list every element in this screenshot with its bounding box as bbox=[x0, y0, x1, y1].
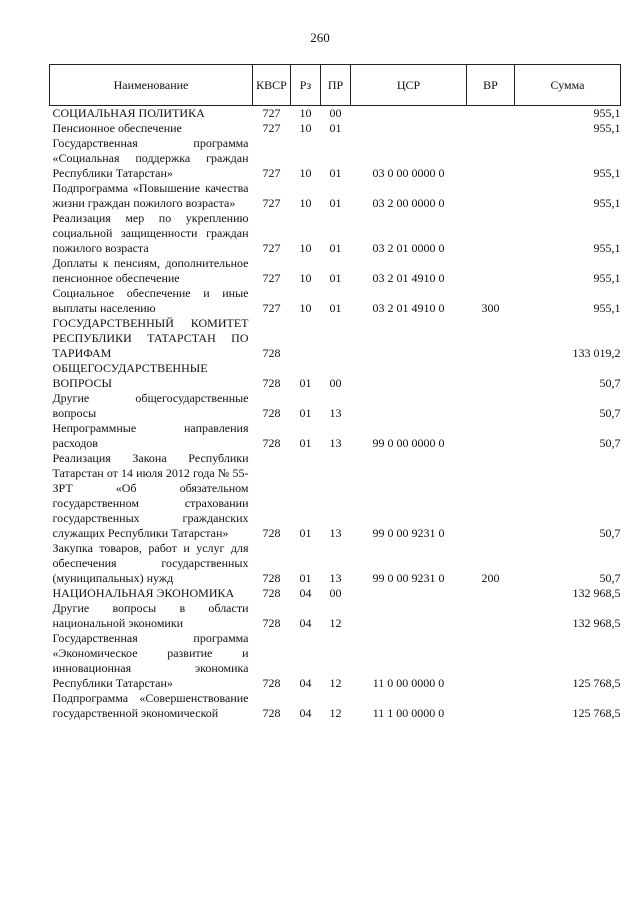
cell-name: Доплаты к пенсиям, дополнительное пенсионное обеспечение bbox=[52, 256, 249, 285]
cell-rz bbox=[291, 316, 321, 361]
cell-rz: 10 bbox=[299, 196, 312, 210]
cell-vr bbox=[467, 181, 515, 211]
table-row bbox=[50, 106, 621, 122]
header-sum: Сумма bbox=[515, 65, 621, 106]
cell-pr: 01 bbox=[329, 301, 342, 315]
cell-csr bbox=[351, 601, 467, 631]
cell-sum: 50,7 bbox=[599, 571, 621, 585]
cell-vr bbox=[467, 631, 515, 691]
cell-pr: 12 bbox=[329, 706, 342, 720]
cell-sum: 955,1 bbox=[593, 166, 621, 180]
cell-pr bbox=[321, 316, 351, 361]
cell-name: ГОСУДАРСТВЕННЫЙ КОМИТЕТ РЕСПУБЛИКИ ТАТАРСТАН ПО ТАРИФАМ bbox=[52, 316, 249, 360]
cell-kvsr: 727 bbox=[262, 271, 281, 285]
cell-pr: 01 bbox=[329, 166, 342, 180]
cell-vr bbox=[467, 136, 515, 181]
cell-kvsr: 728 bbox=[262, 346, 281, 360]
cell-pr: 12 bbox=[329, 676, 342, 690]
cell-vr bbox=[467, 106, 515, 122]
cell-csr bbox=[351, 316, 467, 361]
cell-pr: 13 bbox=[329, 436, 342, 450]
cell-name: ОБЩЕГОСУДАРСТВЕННЫЕ ВОПРОСЫ bbox=[52, 361, 208, 390]
cell-pr: 12 bbox=[329, 616, 342, 630]
cell-vr: 200 bbox=[481, 571, 500, 585]
cell-csr: 11 1 00 0000 0 bbox=[372, 706, 445, 720]
cell-sum: 125 768,5 bbox=[572, 706, 621, 720]
cell-kvsr: 727 bbox=[262, 121, 281, 135]
cell-kvsr: 727 bbox=[262, 166, 281, 180]
cell-sum: 132 968,5 bbox=[572, 586, 621, 600]
cell-sum: 955,1 bbox=[593, 301, 621, 315]
cell-sum: 50,7 bbox=[599, 526, 621, 540]
table-row bbox=[50, 586, 621, 601]
table-row bbox=[50, 451, 621, 541]
cell-sum: 955,1 bbox=[593, 196, 621, 210]
budget-table bbox=[49, 64, 621, 721]
cell-kvsr: 728 bbox=[262, 376, 281, 390]
cell-rz: 04 bbox=[299, 616, 312, 630]
cell-name: Государственная программа «Экономическое развитие и инновационная экономика Республики Татарстан» bbox=[52, 631, 249, 690]
table-row bbox=[50, 421, 621, 451]
cell-pr: 13 bbox=[329, 406, 342, 420]
page-number: 260 bbox=[310, 30, 330, 45]
cell-vr bbox=[467, 586, 515, 601]
cell-name: Реализация Закона Республики Татарстан от 14 июля 2012 года № 55-ЗРТ «Об обязательном государственном страховании государственных гражданских служащих Республики Татарстан» bbox=[52, 451, 249, 540]
cell-sum: 50,7 bbox=[599, 406, 621, 420]
cell-kvsr: 728 bbox=[262, 436, 281, 450]
cell-name: Другие общегосударственные вопросы bbox=[52, 391, 249, 420]
cell-vr bbox=[467, 391, 515, 421]
cell-vr bbox=[467, 121, 515, 136]
cell-kvsr: 727 bbox=[262, 106, 281, 120]
cell-sum: 133 019,2 bbox=[572, 346, 621, 360]
cell-csr: 11 0 00 0000 0 bbox=[372, 676, 445, 690]
table-row bbox=[50, 286, 621, 316]
header-name: Наименование bbox=[50, 65, 253, 106]
cell-sum: 50,7 bbox=[599, 436, 621, 450]
cell-name: Другие вопросы в области национальной экономики bbox=[52, 601, 249, 630]
cell-rz: 04 bbox=[299, 586, 312, 600]
table-row bbox=[50, 136, 621, 181]
cell-kvsr: 728 bbox=[262, 571, 281, 585]
cell-kvsr: 727 bbox=[262, 241, 281, 255]
cell-sum: 50,7 bbox=[599, 376, 621, 390]
table-row bbox=[50, 601, 621, 631]
cell-kvsr: 727 bbox=[262, 301, 281, 315]
header-pr: ПР bbox=[321, 65, 351, 106]
cell-vr bbox=[467, 361, 515, 391]
table-row bbox=[50, 316, 621, 361]
cell-kvsr: 728 bbox=[262, 526, 281, 540]
cell-csr bbox=[351, 391, 467, 421]
cell-kvsr: 728 bbox=[262, 676, 281, 690]
cell-kvsr: 727 bbox=[262, 196, 281, 210]
table-row bbox=[50, 631, 621, 691]
cell-name: СОЦИАЛЬНАЯ ПОЛИТИКА bbox=[52, 106, 205, 120]
header-rz: Рз bbox=[291, 65, 321, 106]
cell-vr bbox=[467, 211, 515, 256]
cell-sum: 125 768,5 bbox=[572, 676, 621, 690]
cell-kvsr: 728 bbox=[262, 706, 281, 720]
cell-csr bbox=[351, 121, 467, 136]
cell-vr bbox=[467, 451, 515, 541]
cell-rz: 10 bbox=[299, 121, 312, 135]
cell-kvsr: 728 bbox=[262, 616, 281, 630]
cell-pr: 01 bbox=[329, 196, 342, 210]
cell-sum: 955,1 bbox=[593, 241, 621, 255]
cell-csr: 99 0 00 9231 0 bbox=[372, 571, 445, 585]
table-row bbox=[50, 256, 621, 286]
header-kvsr: КВСР bbox=[253, 65, 291, 106]
cell-csr: 03 2 01 4910 0 bbox=[372, 301, 445, 315]
header-csr: ЦСР bbox=[351, 65, 467, 106]
cell-csr: 03 2 01 0000 0 bbox=[372, 241, 445, 255]
cell-rz: 01 bbox=[299, 406, 312, 420]
cell-name: Подпрограмма «Совершенствование государственной экономической bbox=[52, 691, 249, 720]
cell-csr: 03 0 00 0000 0 bbox=[372, 166, 445, 180]
cell-vr bbox=[467, 256, 515, 286]
table-header bbox=[50, 65, 621, 106]
cell-name: Социальное обеспечение и иные выплаты населению bbox=[52, 286, 249, 315]
cell-vr bbox=[467, 316, 515, 361]
cell-csr: 03 2 00 0000 0 bbox=[372, 196, 445, 210]
table-body bbox=[50, 106, 621, 722]
cell-vr bbox=[467, 691, 515, 721]
cell-csr: 03 2 01 4910 0 bbox=[372, 271, 445, 285]
cell-name: Закупка товаров, работ и услуг для обеспечения государственных (муниципальных) нужд bbox=[52, 541, 249, 585]
cell-sum: 955,1 bbox=[593, 271, 621, 285]
cell-name: Подпрограмма «Повышение качества жизни граждан пожилого возраста» bbox=[52, 181, 249, 210]
cell-sum: 955,1 bbox=[593, 106, 621, 120]
cell-pr: 13 bbox=[329, 571, 342, 585]
cell-rz: 10 bbox=[299, 271, 312, 285]
cell-pr: 00 bbox=[329, 586, 342, 600]
cell-pr: 01 bbox=[329, 271, 342, 285]
cell-name: Государственная программа «Социальная поддержка граждан Республики Татарстан» bbox=[52, 136, 249, 180]
cell-csr: 99 0 00 0000 0 bbox=[372, 436, 445, 450]
table-row bbox=[50, 541, 621, 586]
table-row bbox=[50, 361, 621, 391]
cell-pr: 01 bbox=[329, 241, 342, 255]
table-row bbox=[50, 391, 621, 421]
cell-pr: 00 bbox=[329, 376, 342, 390]
cell-rz: 01 bbox=[299, 376, 312, 390]
cell-pr: 01 bbox=[329, 121, 342, 135]
cell-vr bbox=[467, 421, 515, 451]
table-row bbox=[50, 121, 621, 136]
cell-rz: 10 bbox=[299, 301, 312, 315]
cell-rz: 04 bbox=[299, 706, 312, 720]
cell-pr: 13 bbox=[329, 526, 342, 540]
cell-name: Реализация мер по укреплению социальной защищенности граждан пожилого возраста bbox=[52, 211, 249, 255]
table-row bbox=[50, 181, 621, 211]
cell-csr: 99 0 00 9231 0 bbox=[372, 526, 445, 540]
cell-rz: 10 bbox=[299, 166, 312, 180]
cell-rz: 01 bbox=[299, 436, 312, 450]
cell-rz: 04 bbox=[299, 676, 312, 690]
cell-csr bbox=[351, 586, 467, 601]
cell-name: НАЦИОНАЛЬНАЯ ЭКОНОМИКА bbox=[52, 586, 235, 600]
cell-rz: 10 bbox=[299, 106, 312, 120]
cell-csr bbox=[351, 361, 467, 391]
cell-kvsr: 728 bbox=[262, 406, 281, 420]
cell-name: Пенсионное обеспечение bbox=[52, 121, 182, 135]
cell-vr bbox=[467, 601, 515, 631]
cell-rz: 01 bbox=[299, 571, 312, 585]
cell-sum: 132 968,5 bbox=[572, 616, 621, 630]
cell-pr: 00 bbox=[329, 106, 342, 120]
header-vr: ВР bbox=[467, 65, 515, 106]
cell-csr bbox=[351, 106, 467, 122]
cell-kvsr: 728 bbox=[262, 586, 281, 600]
cell-rz: 01 bbox=[299, 526, 312, 540]
cell-sum: 955,1 bbox=[593, 121, 621, 135]
table-row bbox=[50, 691, 621, 721]
cell-rz: 10 bbox=[299, 241, 312, 255]
table-row bbox=[50, 211, 621, 256]
cell-vr: 300 bbox=[481, 301, 500, 315]
cell-name: Непрограммные направления расходов bbox=[52, 421, 249, 450]
